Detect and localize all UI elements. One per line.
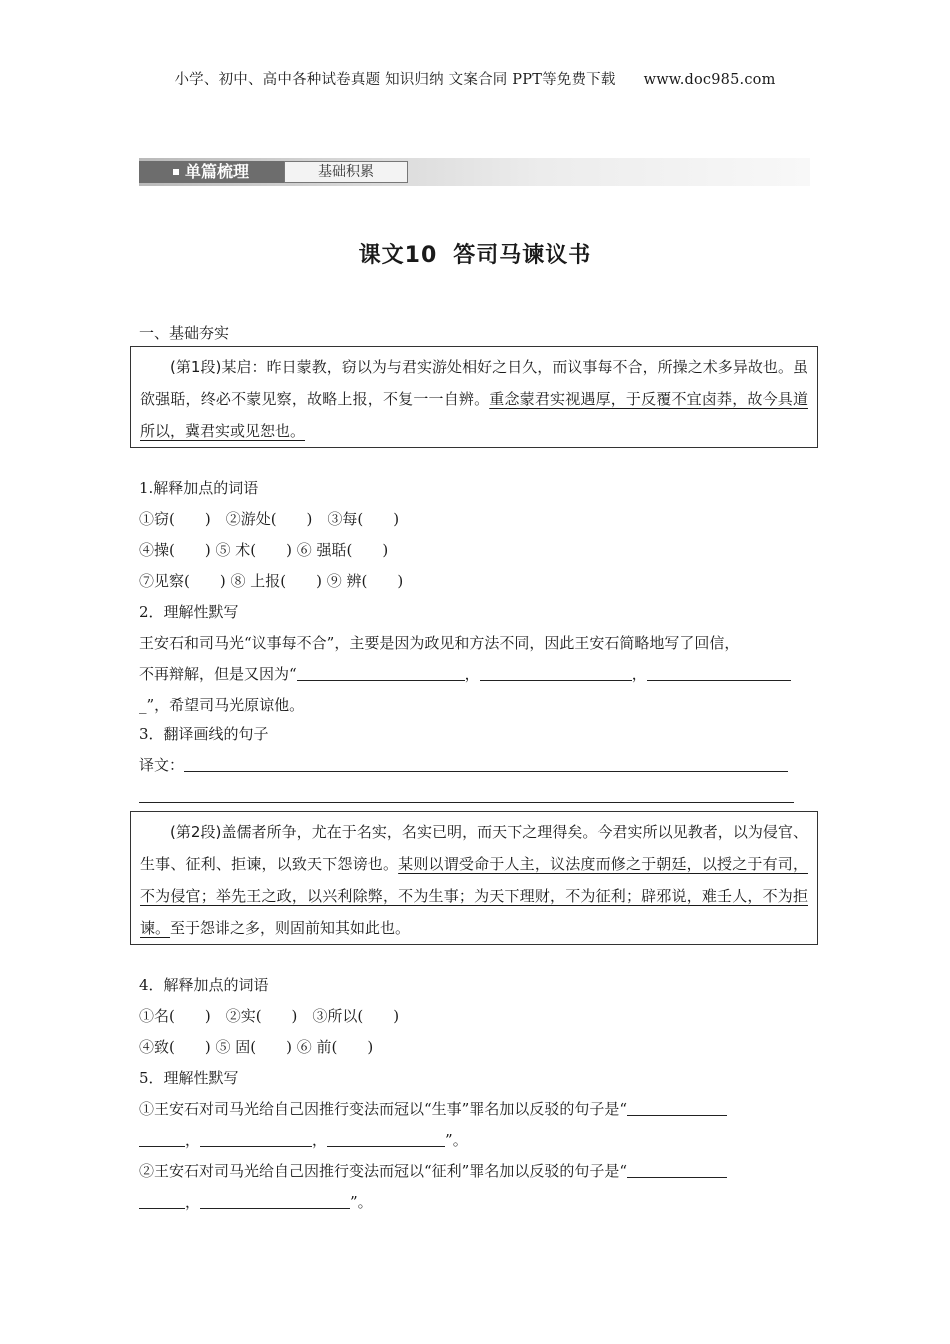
answer-blank[interactable] xyxy=(627,1159,727,1178)
answer-blank[interactable] xyxy=(480,662,632,681)
q2-line-3: _”，希望司马光原谅他。 xyxy=(139,696,305,714)
question-3 xyxy=(139,719,829,812)
passage2-text: (第2段)盖儒者所争，尤在于名实，名实已明，而天下之理得矣。今君实所以见教者，以为侵官、生事、征利、拒谏，以致天下怨谤也。 xyxy=(140,823,808,873)
question-5 xyxy=(139,1063,829,1218)
lesson-number: 课文10 xyxy=(358,243,438,268)
q5-item-1-cont: ， ， ”。 xyxy=(139,1125,829,1156)
passage-box-2 xyxy=(130,811,818,945)
section-banner xyxy=(139,158,810,186)
answer-blank[interactable] xyxy=(297,662,465,681)
answer-blank[interactable] xyxy=(627,1097,727,1116)
q5-item-2-cont: ， ”。 xyxy=(139,1187,829,1218)
q3-answer-line-2 xyxy=(139,781,829,812)
square-bullet-icon xyxy=(173,169,179,175)
question-1 xyxy=(139,473,829,597)
q1-row-3: ⑦见察( ) ⑧ 上报( ) ⑨ 辨( ) xyxy=(139,572,404,590)
section-heading: 一、基础夯实 xyxy=(139,324,230,342)
q1-row-2: ④操( ) ⑤ 术( ) ⑥ 强聒( ) xyxy=(139,541,389,559)
answer-blank[interactable] xyxy=(200,1128,312,1147)
passage1-underlined: 重念蒙君实视遇厚，于反覆不宜卤莽，故今具道所以，冀君实或见恕也。 xyxy=(140,390,808,440)
q4-row-2: ④致( ) ⑤ 固( ) ⑥ 前( ) xyxy=(139,1038,374,1056)
q4-row-1: ①名( ) ②实( ) ③所以( ) xyxy=(139,1007,400,1025)
question-2 xyxy=(139,597,829,721)
q5-item-2: ②王安石对司马光给自己因推行变法而冠以“征利”罪名加以反驳的句子是“ xyxy=(139,1156,829,1187)
header-url: www.doc985.com xyxy=(643,72,776,88)
answer-blank[interactable] xyxy=(139,1128,185,1147)
q2-line-1: 王安石和司马光“议事每不合”，主要是因为政见和方法不同，因此王安石简略地写了回信， xyxy=(139,634,740,652)
q2-line-2: 不再辩解，但是又因为“ ， ， xyxy=(139,659,829,690)
q4-title: 4．解释加点的词语 xyxy=(139,976,269,994)
answer-blank[interactable] xyxy=(327,1128,445,1147)
q3-title: 3．翻译画线的句子 xyxy=(139,725,269,743)
lesson-name: 答司马谏议书 xyxy=(453,243,592,268)
page-header xyxy=(0,68,950,89)
answer-blank[interactable] xyxy=(200,1190,350,1209)
passage2-underlined: 某则以谓受命于人主，议法度而修之于朝廷，以授之于有司，不为侵官；举先王之政，以兴利除弊，不为生事；为天下理财，不为征利；辟邪说，难壬人，不为拒谏。 xyxy=(140,855,808,937)
answer-blank[interactable] xyxy=(139,1190,185,1209)
q5-title: 5．理解性默写 xyxy=(139,1069,239,1087)
question-4 xyxy=(139,970,829,1063)
passage1-text: (第1段)某启：昨日蒙教，窃以为与君实游处相好之日久，而议事每不合，所操之术多异故也。虽欲强聒，终必不蒙见察，故略上报，不复一一自辨。 xyxy=(140,358,808,408)
banner-tab-secondary: 基础积累 xyxy=(284,161,408,183)
q3-answer-line: 译文： xyxy=(139,750,829,781)
translation-blank[interactable] xyxy=(184,753,788,772)
q1-row-1: ①窃( ) ②游处( ) ③每( ) xyxy=(139,510,400,528)
q1-title: 1.解释加点的词语 xyxy=(139,479,259,497)
translation-blank[interactable] xyxy=(139,784,794,803)
q5-item-1: ①王安石对司马光给自己因推行变法而冠以“生事”罪名加以反驳的句子是“ xyxy=(139,1094,829,1125)
answer-blank[interactable] xyxy=(647,662,791,681)
header-text: 小学、初中、高中各种试卷真题 知识归纳 文案合同 PPT等免费下载 xyxy=(174,72,616,88)
q2-title: 2．理解性默写 xyxy=(139,603,239,621)
passage-box-1 xyxy=(130,346,818,448)
banner-tab-primary: 单篇梳理 xyxy=(139,161,284,183)
page-title xyxy=(0,238,950,269)
passage2-text-end: 至于怨诽之多，则固前知其如此也。 xyxy=(170,919,411,937)
